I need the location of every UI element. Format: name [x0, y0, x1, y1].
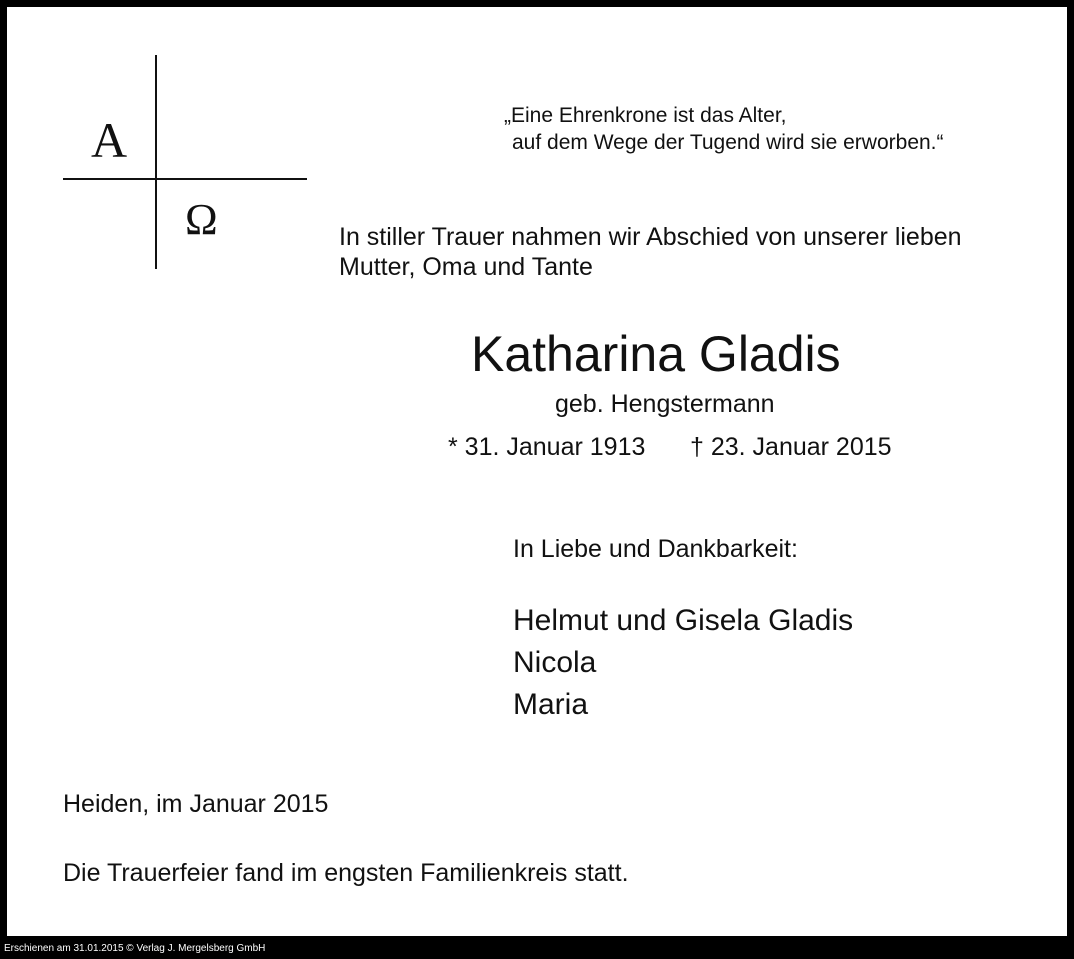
birth-date: * 31. Januar 1913	[448, 433, 646, 461]
quote-line-1: „Eine Ehrenkrone ist das Alter,	[504, 104, 787, 127]
quote-line-2: auf dem Wege der Tugend wird sie erworben.“	[512, 131, 944, 154]
intro-line-2: Mutter, Oma und Tante	[339, 253, 593, 281]
place-date: Heiden, im Januar 2015	[63, 790, 329, 818]
omega-symbol: Ω	[185, 195, 218, 244]
publication-footer: Erschienen am 31.01.2015 © Verlag J. Mergelsberg GmbH	[4, 943, 266, 954]
obituary-notice	[7, 7, 1067, 936]
family-member: Helmut und Gisela Gladis	[513, 604, 854, 637]
cross-vertical-line	[155, 55, 157, 269]
funeral-note: Die Trauerfeier fand im engsten Familienkreis statt.	[63, 859, 629, 887]
death-date: † 23. Januar 2015	[690, 433, 892, 461]
cross-horizontal-line	[63, 178, 307, 180]
family-member: Nicola	[513, 646, 597, 679]
alpha-symbol: A	[91, 112, 128, 168]
family-member: Maria	[513, 688, 589, 721]
maiden-name: geb. Hengstermann	[555, 390, 775, 418]
intro-line-1: In stiller Trauer nahmen wir Abschied von unserer lieben	[339, 223, 962, 251]
deceased-name: Katharina Gladis	[471, 326, 841, 382]
thanks-line: In Liebe und Dankbarkeit:	[513, 535, 798, 563]
